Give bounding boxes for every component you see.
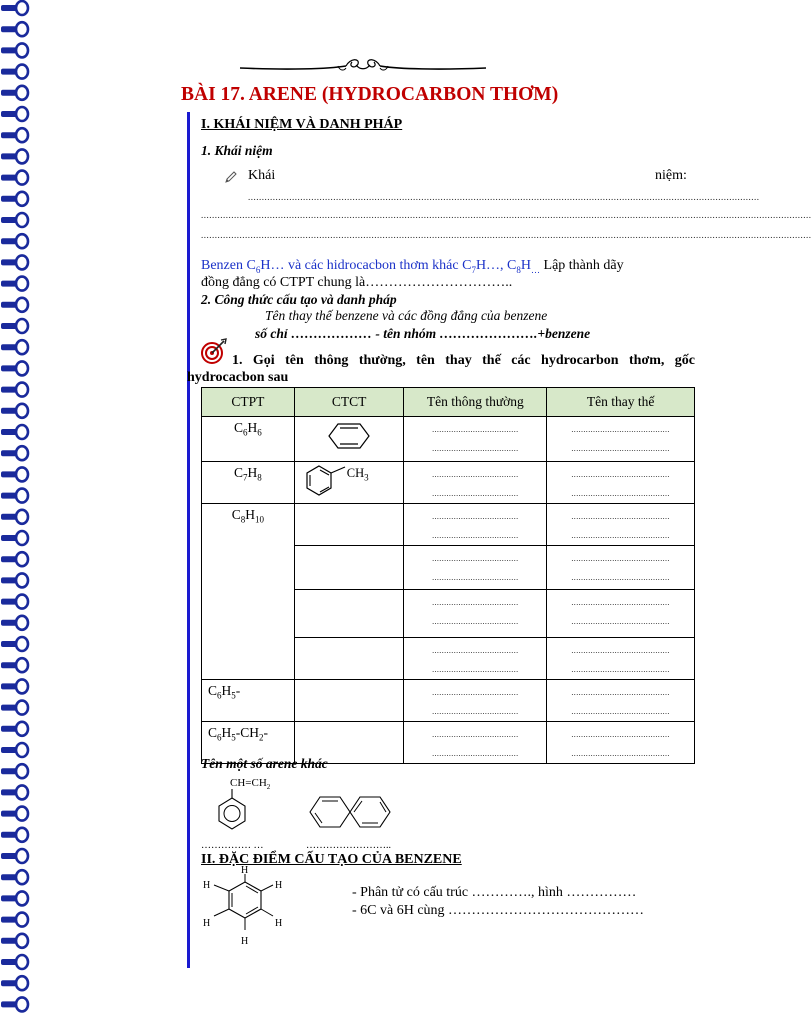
spiral-ring-bar <box>1 281 17 287</box>
spiral-ring <box>16 913 28 927</box>
spiral-ring-bar <box>1 47 17 53</box>
spiral-ring-bar <box>1 683 17 689</box>
structure-cell[interactable] <box>294 546 404 590</box>
spiral-ring <box>16 383 28 397</box>
spiral-ring <box>16 192 28 206</box>
subheading-cong-thuc: 2. Công thức cấu tạo và danh pháp <box>201 292 397 307</box>
col-header-ctct: CTCT <box>294 388 404 417</box>
spiral-ring-bar <box>1 90 17 96</box>
structure-cell[interactable] <box>294 680 404 722</box>
table-row <box>202 417 695 462</box>
spiral-ring-bar <box>1 196 17 202</box>
spiral-ring-bar <box>1 832 17 838</box>
hydrogen-label: H <box>275 918 283 929</box>
spiral-ring-bar <box>1 662 17 668</box>
spiral-ring-bar <box>1 641 17 647</box>
spiral-ring <box>16 446 28 460</box>
answer-cell[interactable]: ......................................... ......................................... <box>547 417 695 462</box>
spiral-ring-bar <box>1 175 17 181</box>
decorative-flourish-icon <box>238 56 488 74</box>
other-arenes-heading: Tên một số arene khác <box>201 756 328 771</box>
structure-cell[interactable] <box>294 590 404 638</box>
spiral-ring-bar <box>1 768 17 774</box>
table-row <box>202 504 695 546</box>
spiral-ring <box>16 828 28 842</box>
naming-table <box>201 387 695 764</box>
spiral-ring <box>16 743 28 757</box>
spiral-ring-bar <box>1 132 17 138</box>
spiral-ring <box>16 171 28 185</box>
spiral-ring <box>16 107 28 121</box>
spiral-ring-bar <box>1 938 17 944</box>
blank-line: .............................................................................................................................................................................................................................. <box>201 230 812 240</box>
spiral-ring-bar <box>1 302 17 308</box>
spiral-ring-bar <box>1 853 17 859</box>
spiral-ring <box>16 976 28 990</box>
spiral-binding <box>0 0 34 1024</box>
margin-line <box>187 112 190 968</box>
spiral-ring-bar <box>1 620 17 626</box>
dong-dang-line: đồng đẳng có CTPT chung là………………………….. <box>201 275 513 290</box>
spiral-ring-bar <box>1 153 17 159</box>
answer-cell[interactable]: .................................... .................................... <box>404 504 547 546</box>
spiral-ring-bar <box>1 26 17 32</box>
blank-line: .......................................................................................................................................................................................... <box>248 192 760 202</box>
naming-rule-intro: Tên thay thế benzene và các đồng đẳng của benzene <box>265 308 548 323</box>
spiral-ring <box>16 234 28 248</box>
spiral-ring <box>16 616 28 630</box>
answer-cell[interactable]: ......................................... ......................................... <box>547 462 695 504</box>
spiral-ring <box>16 149 28 163</box>
spiral-ring-bar <box>1 747 17 753</box>
spiral-ring <box>16 319 28 333</box>
spiral-ring <box>16 43 28 57</box>
hydrogen-label: H <box>241 936 249 947</box>
spiral-ring-bar <box>1 238 17 244</box>
exercise-prompt-line1: 1. Gọi tên thông thường, tên thay thế các hydrocarbon thơm, gốc <box>232 353 695 368</box>
structure-cell[interactable] <box>294 504 404 546</box>
ch3-label: $CH_3$ <box>346 466 369 483</box>
pencil-icon <box>224 170 238 184</box>
hydrogen-label: H <box>275 880 283 891</box>
spiral-ring <box>16 637 28 651</box>
spiral-ring-bar <box>1 811 17 817</box>
niem-word: niệm: <box>655 168 687 183</box>
spiral-ring <box>16 573 28 587</box>
spiral-ring <box>16 86 28 100</box>
spiral-ring-bar <box>1 450 17 456</box>
spiral-ring-bar <box>1 726 17 732</box>
spiral-ring-bar <box>1 69 17 75</box>
answer-cell[interactable]: .................................... .................................... <box>404 417 547 462</box>
naming-rule-formula: số chỉ ……………… - tên nhóm ………………….+benzene <box>255 326 591 341</box>
answer-cell[interactable]: ......................................... ......................................... <box>547 722 695 764</box>
answer-cell[interactable]: ......................................... ......................................... <box>547 546 695 590</box>
spiral-ring <box>16 489 28 503</box>
section-2-heading: II. ĐẶC ĐIỂM CẤU TẠO CỦA BENZENE <box>201 852 462 867</box>
spiral-ring-bar <box>1 577 17 583</box>
spiral-ring-bar <box>1 259 17 265</box>
spiral-ring-bar <box>1 535 17 541</box>
spiral-ring <box>16 128 28 142</box>
spiral-ring <box>16 870 28 884</box>
spiral-ring-bar <box>1 980 17 986</box>
spiral-ring <box>16 510 28 524</box>
styrene-structure-icon <box>212 788 252 834</box>
spiral-ring-bar <box>1 387 17 393</box>
answer-cell[interactable]: .................................... .................................... <box>404 722 547 764</box>
spiral-ring-bar <box>1 514 17 520</box>
answer-cell[interactable]: .................................... .................................... <box>404 546 547 590</box>
spiral-ring <box>16 1 28 15</box>
spiral-ring-bar <box>1 217 17 223</box>
col-header-ctpt: CTPT <box>202 388 295 417</box>
answer-cell[interactable]: .................................... .................................... <box>404 590 547 638</box>
spiral-ring-bar <box>1 874 17 880</box>
spiral-ring-bar <box>1 5 17 11</box>
spiral-ring <box>16 531 28 545</box>
answer-cell[interactable]: ......................................... ......................................... <box>547 590 695 638</box>
page-title: BÀI 17. ARENE (HYDROCARBON THƠM) <box>181 84 559 105</box>
spiral-ring-bar <box>1 365 17 371</box>
spiral-ring <box>16 679 28 693</box>
formula-cell: $C_6H_5-$ <box>202 680 295 722</box>
answer-cell[interactable]: .................................... .................................... <box>404 638 547 680</box>
spiral-ring-bar <box>1 111 17 117</box>
styrene-label: $CH=CH_2$ <box>230 777 271 792</box>
spiral-ring-bar <box>1 895 17 901</box>
spiral-ring <box>16 701 28 715</box>
spiral-ring-bar <box>1 471 17 477</box>
spiral-ring-bar <box>1 705 17 711</box>
styrene-name-blank[interactable]: …………… … <box>201 840 264 851</box>
hydrogen-label: H <box>203 880 211 891</box>
spiral-ring <box>16 595 28 609</box>
spiral-ring <box>16 849 28 863</box>
col-header-ten-thay-the: Tên thay thế <box>547 388 695 417</box>
spiral-ring-bar <box>1 408 17 414</box>
structure-cell[interactable] <box>294 638 404 680</box>
spiral-ring <box>16 997 28 1011</box>
spiral-ring <box>16 934 28 948</box>
table-header-row <box>202 388 695 417</box>
khai-word: Khái <box>248 168 276 183</box>
spiral-ring <box>16 22 28 36</box>
spiral-ring-bar <box>1 959 17 965</box>
answer-cell[interactable]: .................................... .................................... <box>404 680 547 722</box>
spiral-ring <box>16 764 28 778</box>
spiral-ring <box>16 955 28 969</box>
spiral-ring-bar <box>1 344 17 350</box>
spiral-ring <box>16 404 28 418</box>
formula-cell: $C_6H_5-CH_2-$ <box>202 722 295 764</box>
spiral-ring <box>16 807 28 821</box>
structure-cell <box>294 417 404 462</box>
benzen-line: Benzen $C_6H\dots$ và các hidrocacbon thơm khác $C_7H\dots$, $C_8H_\dots$ Lập thành dãy <box>201 258 624 275</box>
spiral-ring-bar <box>1 789 17 795</box>
answer-cell[interactable]: ......................................... ......................................... <box>547 680 695 722</box>
blank-line: .............................................................................................................................................................................................................................. <box>201 210 812 220</box>
spiral-ring <box>16 65 28 79</box>
section-1-heading: I. KHÁI NIỆM VÀ DANH PHÁP <box>201 117 403 132</box>
spiral-ring <box>16 552 28 566</box>
formula-cell: $C_7H_8$ <box>202 462 295 504</box>
spiral-ring-bar <box>1 493 17 499</box>
spiral-ring-bar <box>1 323 17 329</box>
answer-cell[interactable]: .................................... .................................... <box>404 462 547 504</box>
structure-feature-line1: - Phân tử có cấu trúc …………., hình …………… <box>352 885 637 900</box>
spiral-ring <box>16 277 28 291</box>
spiral-ring <box>16 255 28 269</box>
spiral-ring <box>16 467 28 481</box>
naphthalene-structure-icon <box>306 794 406 830</box>
spiral-ring-bar <box>1 429 17 435</box>
spiral-ring-bar <box>1 1001 17 1007</box>
spiral-ring-bar <box>1 556 17 562</box>
spiral-ring <box>16 658 28 672</box>
table-row <box>202 462 695 504</box>
spiral-ring <box>16 213 28 227</box>
hydrogen-label: H <box>203 918 211 929</box>
spiral-ring <box>16 425 28 439</box>
benzene-hydrogen-structure-icon <box>200 866 295 948</box>
spiral-ring <box>16 722 28 736</box>
naphthalene-name-blank[interactable]: …………………….. <box>306 840 391 851</box>
formula-cell: $C_6H_6$ <box>202 417 295 462</box>
spiral-ring-bar <box>1 917 17 923</box>
hydrogen-label: H <box>241 865 249 876</box>
target-icon <box>199 338 229 366</box>
answer-cell[interactable]: ......................................... ......................................... <box>547 638 695 680</box>
formula-cell: $C_8H_{10}$ <box>202 504 295 680</box>
structure-cell <box>294 462 404 504</box>
spiral-ring <box>16 340 28 354</box>
col-header-ten-thong-thuong: Tên thông thường <box>404 388 547 417</box>
structure-feature-line2: - 6C và 6H cùng …………………………………… <box>352 903 645 918</box>
benzene-ring-icon <box>326 421 372 451</box>
spiral-ring <box>16 891 28 905</box>
spiral-ring <box>16 361 28 375</box>
spiral-ring-bar <box>1 599 17 605</box>
table-row <box>202 680 695 722</box>
exercise-prompt-line2: hydrocacbon sau <box>187 370 289 385</box>
subheading-khai-niem: 1. Khái niệm <box>201 143 273 158</box>
answer-cell[interactable]: ......................................... ......................................... <box>547 504 695 546</box>
spiral-ring <box>16 298 28 312</box>
spiral-ring <box>16 785 28 799</box>
